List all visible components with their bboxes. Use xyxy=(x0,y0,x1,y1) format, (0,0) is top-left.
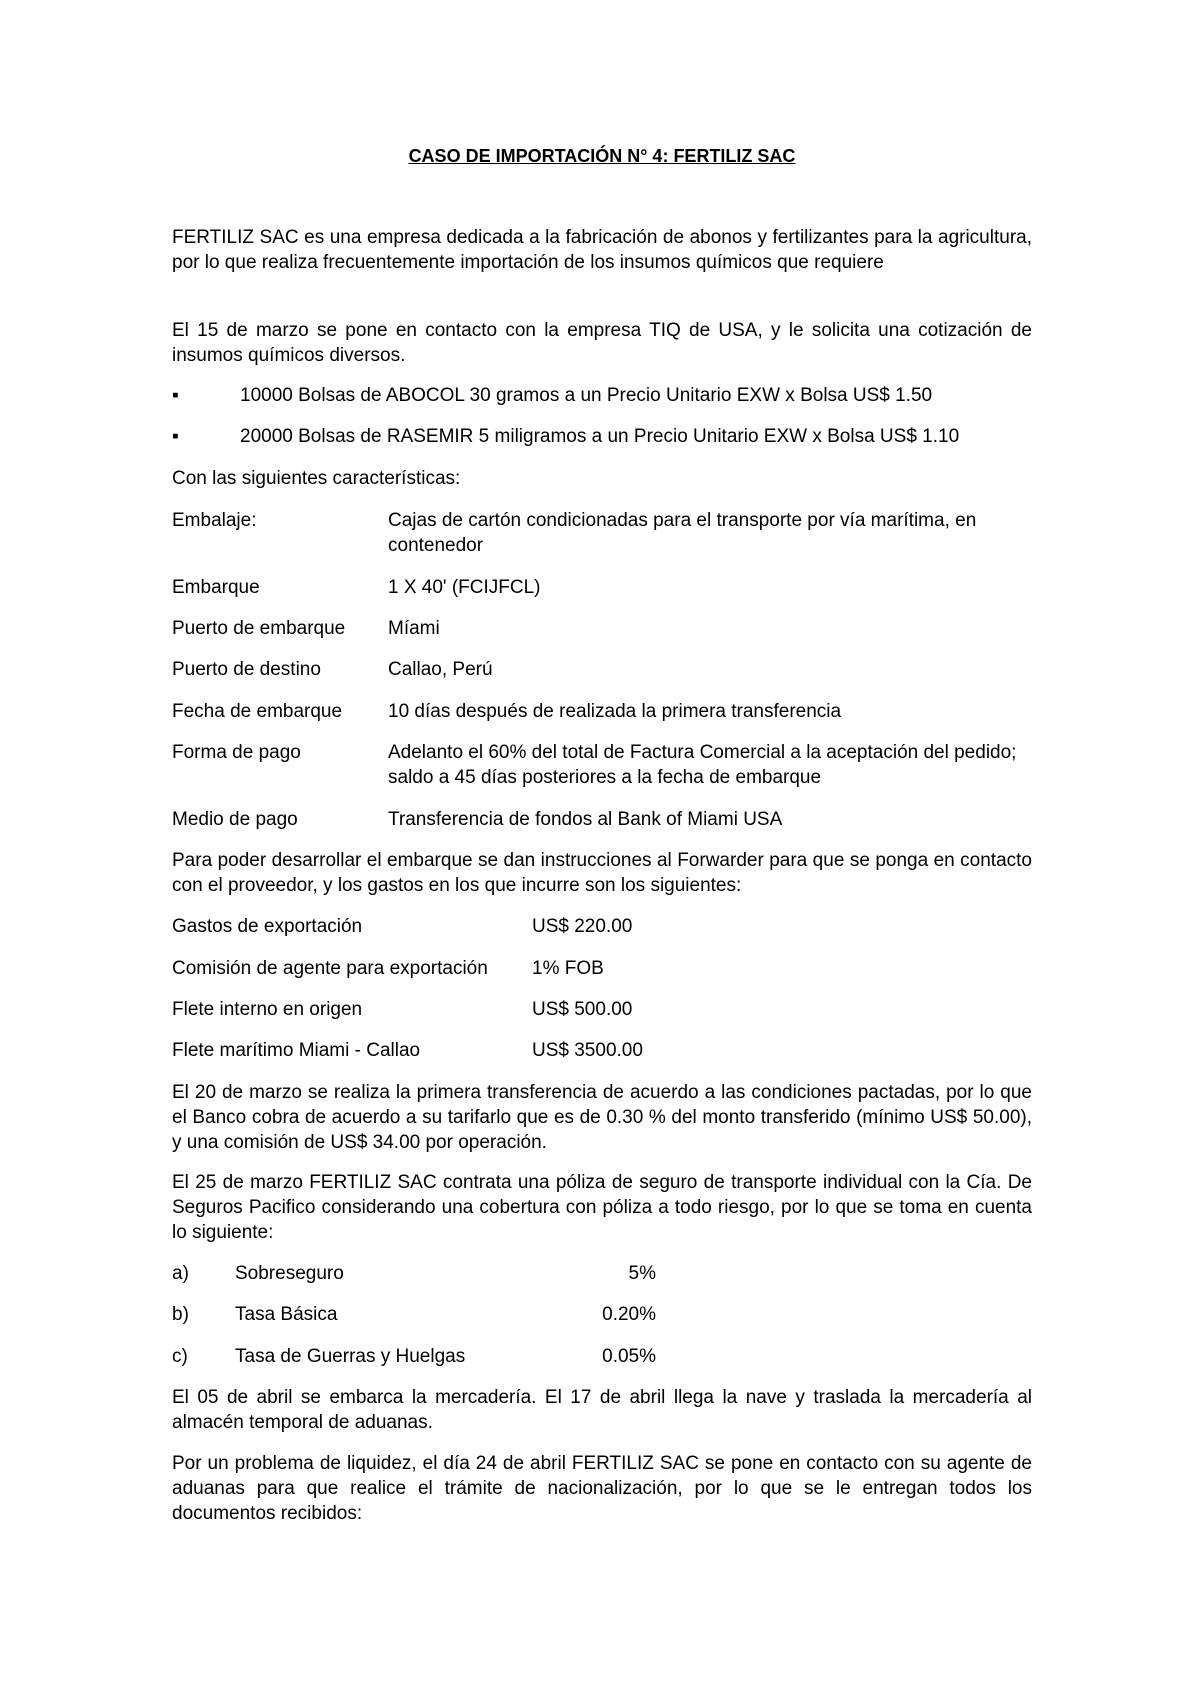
cost-value: US$ 220.00 xyxy=(532,916,633,937)
document-title: CASO DE IMPORTACIÓN N° 4: FERTILIZ SAC xyxy=(408,146,796,166)
spec-value: Callao, Perú xyxy=(388,659,493,680)
insurance-rate: 0.05% xyxy=(602,1346,656,1367)
spec-value: 1 X 40' (FCIJFCL) xyxy=(388,577,541,598)
insurance-name: Tasa Básica xyxy=(235,1304,338,1325)
forwarder-paragraph: Para poder desarrollar el embarque se dan instrucciones al Forwarder para que se ponga en contacto con el proveedor, y los gastos en los que incurre son los siguientes: xyxy=(172,850,1032,896)
cost-label: Comisión de agente para exportación xyxy=(172,958,488,979)
insurance-rate: 0.20% xyxy=(602,1304,656,1325)
bullet-icon: ▪ xyxy=(172,385,179,406)
spec-label: Puerto de embarque xyxy=(172,618,346,639)
insurance-letter: c) xyxy=(172,1346,188,1367)
spec-value: Cajas de cartón condicionadas para el transporte por vía marítima, en contenedor xyxy=(388,510,977,556)
quote-request-paragraph: El 15 de marzo se pone en contacto con la empresa TIQ de USA, y le solicita una cotización de insumos químicos diversos. xyxy=(172,320,1032,366)
product-item-text: 10000 Bolsas de ABOCOL 30 gramos a un Precio Unitario EXW x Bolsa US$ 1.50 xyxy=(240,385,933,406)
cost-value: 1% FOB xyxy=(532,958,604,979)
transfer-paragraph: El 20 de marzo se realiza la primera transferencia de acuerdo a las condiciones pactadas, por lo que el Banco cobra de acuerdo a su tarifarlo que es de 0.30 % del monto transferido (mínimo US$ 50.00), y una comisión de US$ 34.00 por operación. xyxy=(172,1082,1032,1153)
spec-value: Transferencia de fondos al Bank of Miami USA xyxy=(388,809,783,830)
spec-label: Embarque xyxy=(172,577,260,598)
spec-value: Adelanto el 60% del total de Factura Comercial a la aceptación del pedido; saldo a 45 días posteriores a la fecha de embarque xyxy=(388,742,1017,788)
cost-value: US$ 3500.00 xyxy=(532,1040,643,1061)
shipping-paragraph: El 05 de abril se embarca la mercadería. El 17 de abril llega la nave y traslada la mercadería al almacén temporal de aduanas. xyxy=(172,1387,1032,1433)
spec-label: Fecha de embarque xyxy=(172,701,343,722)
insurance-letter: b) xyxy=(172,1304,189,1325)
spec-label: Medio de pago xyxy=(172,809,298,830)
cost-label: Flete interno en origen xyxy=(172,999,363,1020)
insurance-letter: a) xyxy=(172,1263,189,1284)
cost-value: US$ 500.00 xyxy=(532,999,633,1020)
insurance-name: Tasa de Guerras y Huelgas xyxy=(235,1346,466,1367)
insurance-paragraph: El 25 de marzo FERTILIZ SAC contrata una póliza de seguro de transporte individual con la Cía. De Seguros Pacifico considerando una cobertura con póliza a todo riesgo, por lo que se toma en cuenta lo siguiente: xyxy=(172,1172,1032,1243)
spec-label: Forma de pago xyxy=(172,742,301,763)
spec-value: Míami xyxy=(388,618,440,639)
spec-value: 10 días después de realizada la primera transferencia xyxy=(388,701,842,722)
insurance-rate: 5% xyxy=(628,1263,656,1284)
spec-label: Embalaje: xyxy=(172,510,257,531)
intro-paragraph: FERTILIZ SAC es una empresa dedicada a la fabricación de abonos y fertilizantes para la agricultura, por lo que realiza frecuentemente importación de los insumos químicos que requiere xyxy=(172,227,1032,273)
cost-label: Gastos de exportación xyxy=(172,916,363,937)
liquidity-paragraph: Por un problema de liquidez, el día 24 de abril FERTILIZ SAC se pone en contacto con su agente de aduanas para que realice el trámite de nacionalización, por lo que se le entregan todos los documentos recibidos: xyxy=(172,1453,1032,1524)
characteristics-intro: Con las siguientes características: xyxy=(172,468,461,489)
document-page xyxy=(172,0,1032,1698)
cost-label: Flete marítimo Miami - Callao xyxy=(172,1040,421,1061)
bullet-icon: ▪ xyxy=(172,426,179,447)
spec-label: Puerto de destino xyxy=(172,659,321,680)
product-item-text: 20000 Bolsas de RASEMIR 5 miligramos a un Precio Unitario EXW x Bolsa US$ 1.10 xyxy=(240,426,960,447)
insurance-name: Sobreseguro xyxy=(235,1263,344,1284)
